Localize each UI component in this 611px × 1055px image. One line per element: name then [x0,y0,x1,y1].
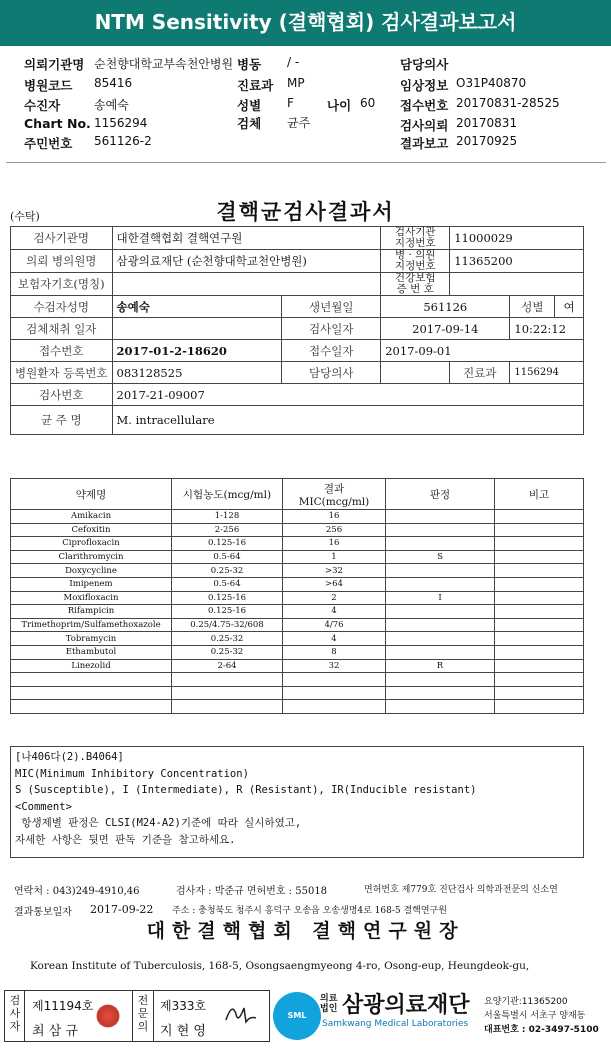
recv-value: 20170831-28525 [456,96,560,110]
drug-note [495,523,584,537]
foundation-addr: 서울특별시 서초구 양재동 [484,1011,586,1021]
recv-doc: 2017-01-2-18620 [112,340,282,362]
specimen-label: 검체 [237,116,262,131]
note-line: 자세한 사항은 뒷면 판독 기준을 참고하세요. [15,833,236,846]
drug-note [495,645,584,659]
drug-mic: 4 [283,632,386,646]
test-no: 2017-21-09007 [112,384,583,406]
sex-doc: 여 [555,296,584,318]
drug-name [11,673,172,687]
drug-name: Clarithromycin [11,550,172,564]
drug-note [495,659,584,673]
drug-note [495,673,584,687]
sml-logo: SML [273,992,321,1040]
drug-row [11,686,584,700]
drug-mic: 2 [283,591,386,605]
drug-row [11,591,584,605]
drug-note [495,686,584,700]
test-date-label: 검사일자 [282,318,381,340]
drug-name: Ethambutol [11,645,172,659]
lab-code-label: 검사기관 지정번호 [381,227,450,250]
req-hosp-label: 의뢰 병의원명 [11,250,113,273]
collect [112,318,282,340]
drug-interp [386,537,495,551]
notes-box [10,746,584,858]
drug-range: 0.5-64 [172,550,283,564]
org-value: 순천향대학교부속천안병원 [94,57,234,71]
drug-mic: >64 [283,577,386,591]
drug-name: Cefoxitin [11,523,172,537]
drug-row [11,564,584,578]
specialist-name: 지 현 영 [160,1024,206,1039]
chart-label: Chart No. [24,116,91,131]
note-line: 항생제별 판정은 CLSI(M24-A2)기준에 따라 실시하였고, [15,817,302,829]
dept-label-doc: 진료과 [450,362,510,384]
strain-label: 균 주 명 [11,406,113,435]
drug-mic: 4 [283,605,386,619]
tester-label: 검사자 [9,994,21,1033]
drug-range [172,686,283,700]
drug-row [11,510,584,524]
req-code: 11365200 [450,250,584,273]
sutak-label: (수탁) [10,210,40,223]
drug-note [495,632,584,646]
drug-name: Amikacin [11,510,172,524]
drug-range: 2-64 [172,659,283,673]
dept-value: MP [287,76,305,90]
contact: 연락처 : 043)249-4910,46 [14,886,140,897]
ins-no-label: 건강보험 증 번 호 [381,273,450,296]
drug-row [11,659,584,673]
req-label: 검사의뢰 [400,118,449,133]
report-header [0,0,611,46]
drug-mic: 8 [283,645,386,659]
drug-mic: 16 [283,510,386,524]
drug-name [11,686,172,700]
address: 주소 : 충청북도 청주시 흥덕구 오송읍 오송생명4로 168-5 결핵연구원 [172,906,447,916]
drug-range: 0.125-16 [172,605,283,619]
drug-row [11,605,584,619]
note-line: [나406다(2).B4064] [15,751,124,763]
drug-row [11,523,584,537]
reg: 083128525 [112,362,282,384]
drug-range: 0.25-32 [172,645,283,659]
drug-mic [283,686,386,700]
drug-name: Rifampicin [11,605,172,619]
age-label: 나이 [327,98,352,113]
patient-label: 수검자성명 [11,296,113,318]
ins-no [450,273,584,296]
drug-mic: 32 [283,659,386,673]
sex-label-doc: 성별 [510,296,555,318]
sex-value: F [287,96,294,110]
note-line: S (Susceptible), I (Intermediate), R (Resistant), IR(Inducible resistant) [15,784,477,796]
lab-name-label: 검사기관명 [11,227,113,250]
tester-seal [94,1002,122,1030]
drug-mic: 4/76 [283,618,386,632]
drug-mic: >32 [283,564,386,578]
drug-note [495,564,584,578]
test-date: 2017-09-14 [381,318,510,340]
document-title: 결핵균검사결과서 [216,199,395,224]
drug-interp: I [386,591,495,605]
drug-interp [386,700,495,714]
drug-range: 0.25-32 [172,564,283,578]
col-range: 시험농도(mcg/ml) [172,479,283,510]
info-table [10,226,584,435]
resident-label: 주민번호 [24,136,73,151]
report-title: NTM Sensitivity (결핵협회) 검사결과보고서 [94,10,517,34]
drug-note [495,605,584,619]
specimen-value: 균주 [287,116,311,130]
drug-interp: S [386,550,495,564]
drug-interp: R [386,659,495,673]
drug-range [172,673,283,687]
susceptibility-table [10,478,584,714]
specialist-no: 제333호 [160,999,207,1013]
recv-date: 2017-09-01 [381,340,584,362]
drug-name: Trimethoprim/Sulfamethoxazole [11,618,172,632]
drug-row [11,550,584,564]
drug-row [11,673,584,687]
drug-range [172,700,283,714]
drug-interp [386,686,495,700]
drug-interp [386,523,495,537]
drug-interp [386,605,495,619]
drug-range: 2-256 [172,523,283,537]
col-note: 비고 [495,479,584,510]
ward-label: 병동 [237,57,262,72]
test-no-label: 검사번호 [11,384,113,406]
clinical-label: 임상정보 [400,78,449,93]
recv-label-doc: 접수번호 [11,340,113,362]
institute-name: 대한결핵협회 결핵연구원장 [146,920,465,942]
drug-note [495,591,584,605]
ward-value: / - [287,55,300,69]
dob-label: 생년월일 [282,296,381,318]
result-document [0,170,611,975]
drug-range: 0.125-16 [172,591,283,605]
inspector: 검사자 : 박준규 면허번호 : 55018 [176,886,328,897]
drug-note [495,537,584,551]
age-value: 60 [360,96,376,110]
test-time: 10:22:12 [510,318,584,340]
dob: 561126 [381,296,510,318]
req-hosp: 삼광의료재단 (순천향대학교천안병원) [112,250,381,273]
drug-range: 0.5-64 [172,577,283,591]
req-code-label: 병 · 의원 지정번호 [381,250,450,273]
drug-note [495,618,584,632]
report-value: 20170925 [456,134,518,148]
drug-interp [386,564,495,578]
col-interp: 판정 [386,479,495,510]
sex-label: 성별 [237,98,262,113]
lab-code: 11000029 [450,227,584,250]
drug-note [495,577,584,591]
clinical-value: O31P40870 [456,76,527,90]
drug-range: 0.125-16 [172,537,283,551]
chart-value: 1156294 [94,116,148,130]
drug-name: Linezolid [11,659,172,673]
drug-name: Tobramycin [11,632,172,646]
drug-name: Doxycycline [11,564,172,578]
drug-row [11,537,584,551]
patient-name: 송예숙 [112,296,282,318]
dept-label: 진료과 [237,78,274,93]
drug-row [11,618,584,632]
doctor-label: 담당의사 [400,57,449,72]
collect-label: 검체채취 일자 [11,318,113,340]
name-value: 송예숙 [94,98,129,112]
note-line: MIC(Minimum Inhibitory Concentration) [15,767,249,780]
drug-name: Ciprofloxacin [11,537,172,551]
drug-range: 1-128 [172,510,283,524]
drug-mic: 1 [283,550,386,564]
tester-no: 제11194호 [32,999,94,1013]
doctor-label-doc: 담당의사 [282,362,381,384]
req-value: 20170831 [456,116,518,130]
name-label: 수진자 [24,98,61,113]
doctor-doc [381,362,450,384]
drug-name: Moxifloxacin [11,591,172,605]
strain: M. intracellulare [112,406,583,435]
recv-label: 접수번호 [400,98,449,113]
drug-mic: 16 [283,537,386,551]
drug-interp [386,618,495,632]
drug-note [495,700,584,714]
lab-name: 대한결핵협회 결핵연구원 [112,227,381,250]
foundation-en: Samkwang Medical Laboratories [322,1019,469,1029]
drug-name: Imipenem [11,577,172,591]
drug-interp [386,510,495,524]
drug-interp [386,577,495,591]
specialist-label: 전문의 [137,994,149,1033]
drug-interp [386,645,495,659]
code-label: 병원코드 [24,78,73,93]
drug-row [11,632,584,646]
recv-date-label: 접수일자 [282,340,381,362]
insurer [112,273,381,296]
drug-row [11,700,584,714]
license: 면허번호 제779호 진단검사 의학과전문의 신소연 [364,885,558,895]
drug-range: 0.25/4.75-32/608 [172,618,283,632]
code-value: 85416 [94,76,133,90]
divider [6,162,606,163]
drug-name [11,700,172,714]
drug-mic: 256 [283,523,386,537]
note-line: <Comment> [15,800,72,813]
notify-label: 결과통보일자 [14,907,72,918]
agency-code: 요양기관:11365200 [484,997,568,1007]
dept-doc: 1156294 [510,362,584,384]
col-mic: 결과 MIC(mcg/ml) [283,479,386,510]
resident-value: 561126-2 [94,134,152,148]
drug-mic [283,700,386,714]
address-en: Korean Institute of Tuberculosis, 168-5, Osongsaengmyeong 4-ro, Osong-eup, Heungdeok-gu, [30,960,530,972]
footer [0,986,611,1055]
drug-interp [386,673,495,687]
report-label: 결과보고 [400,136,449,151]
foundation-small: 의료 법인 [320,994,338,1014]
drug-interp [386,632,495,646]
specialist-signature [222,1000,258,1028]
col-drug: 약제명 [11,479,172,510]
tester-name: 최 삼 규 [32,1024,78,1039]
drug-range: 0.25-32 [172,632,283,646]
reg-label: 병원환자 등록번호 [11,362,113,384]
drug-note [495,550,584,564]
drug-row [11,645,584,659]
org-label: 의뢰기관명 [24,57,85,72]
foundation-phone: 대표번호 : 02-3497-5100 [484,1025,599,1035]
drug-note [495,510,584,524]
drug-row [11,577,584,591]
foundation-name: 삼광의료재단 [342,993,470,1018]
notify-date: 2017-09-22 [90,903,154,916]
insurer-label: 보험자기호(명칭) [11,273,113,296]
drug-mic [283,673,386,687]
